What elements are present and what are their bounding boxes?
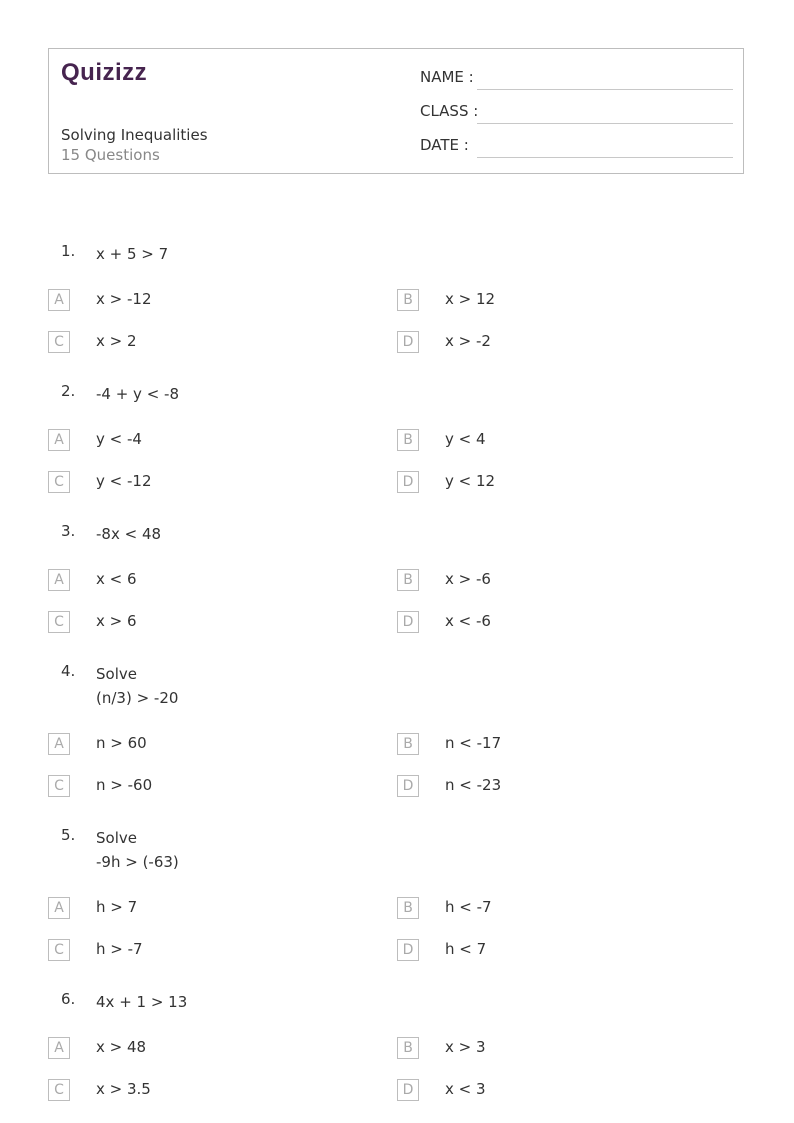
question-number: 2. [61,382,76,400]
question-text [96,522,161,546]
question-line: 4x + 1 > 13 [96,993,188,1011]
question-text [96,382,179,406]
name-field[interactable] [420,68,733,90]
question-text [96,990,187,1014]
option-letter-box: B [397,897,419,919]
question-line: -4 + y < -8 [96,385,179,403]
option-text: x > -12 [96,290,152,308]
option-letter-box: D [397,611,419,633]
option-text: h < -7 [445,898,492,916]
option-text: x > 48 [96,1038,147,1056]
option-text: y < 4 [445,430,486,448]
option-letter-box: B [397,569,419,591]
question-text [96,826,179,874]
option-text: h < 7 [445,940,487,958]
option-text: x > 2 [96,332,137,350]
option-text: y < 12 [445,472,496,490]
option-letter-box: C [48,939,70,961]
option-letter-box: A [48,897,70,919]
class-label: CLASS : [420,102,479,120]
name-label: NAME : [420,68,474,86]
worksheet-header [48,48,744,174]
option-letter-box: A [48,429,70,451]
option-letter-box: C [48,611,70,633]
option-letter-box: C [48,471,70,493]
question-number: 4. [61,662,76,680]
option-text: n < -23 [445,776,502,794]
question-line: x + 5 > 7 [96,245,169,263]
option-text: n < -17 [445,734,502,752]
question-text [96,662,178,710]
question-number: 3. [61,522,76,540]
option-letter-box: B [397,733,419,755]
option-letter-box: D [397,775,419,797]
option-letter-box: C [48,775,70,797]
quizizz-logo: Quizizz [61,59,148,86]
option-letter-box: A [48,289,70,311]
name-line[interactable] [477,89,733,90]
date-line[interactable] [477,157,733,158]
class-field[interactable] [420,102,733,124]
option-text: x < 3 [445,1080,486,1098]
option-letter-box: B [397,429,419,451]
option-letter-box: D [397,1079,419,1101]
question-line: Solve [96,665,137,683]
option-text: x > 3.5 [96,1080,151,1098]
question-line: -9h > (-63) [96,853,179,871]
option-text: x < 6 [96,570,137,588]
option-text: x > 3 [445,1038,486,1056]
option-text: n > -60 [96,776,153,794]
question-number: 6. [61,990,76,1008]
option-letter-box: D [397,939,419,961]
option-text: h > 7 [96,898,138,916]
option-letter-box: A [48,1037,70,1059]
question-line: (n/3) > -20 [96,689,179,707]
question-text [96,242,168,266]
question-number: 5. [61,826,76,844]
option-letter-box: B [397,289,419,311]
option-letter-box: B [397,1037,419,1059]
date-field[interactable] [420,136,733,158]
date-label: DATE : [420,136,469,154]
question-line: -8x < 48 [96,525,162,543]
question-line: Solve [96,829,137,847]
question-number: 1. [61,242,76,260]
option-text: x < -6 [445,612,491,630]
worksheet-title: Solving Inequalities [61,126,208,144]
option-text: x > -6 [445,570,491,588]
option-text: y < -12 [96,472,152,490]
class-line[interactable] [477,123,733,124]
option-text: n > 60 [96,734,147,752]
option-letter-box: A [48,569,70,591]
option-text: y < -4 [96,430,142,448]
option-letter-box: D [397,331,419,353]
option-letter-box: A [48,733,70,755]
option-text: x > 6 [96,612,137,630]
question-count: 15 Questions [61,146,160,164]
option-text: h > -7 [96,940,143,958]
option-letter-box: C [48,331,70,353]
option-letter-box: D [397,471,419,493]
option-text: x > -2 [445,332,491,350]
option-letter-box: C [48,1079,70,1101]
option-text: x > 12 [445,290,496,308]
